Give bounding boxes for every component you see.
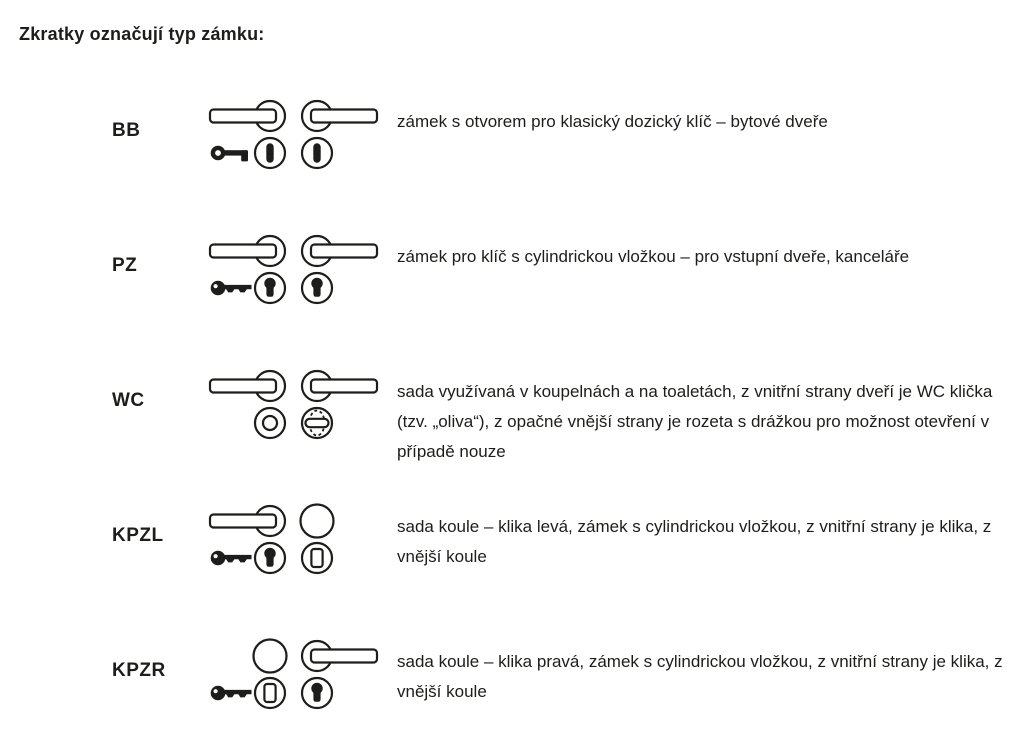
lock-icon-set — [205, 231, 380, 309]
lock-code: KPZR — [112, 660, 166, 681]
handle-lever-right-icon — [302, 101, 377, 131]
rosette-groove-icon — [255, 408, 285, 438]
knob-icon — [301, 505, 334, 538]
lock-description: sada koule – klika levá, zámek s cylindrickou vložkou, z vnitřní strany je klika, z vnější koule — [397, 517, 992, 566]
key-cylinder-icon — [211, 281, 252, 296]
lock-hardware-illustration — [205, 366, 380, 444]
handle-lever-left-icon — [210, 506, 285, 536]
lock-description: zámek s otvorem pro klasický dozický klíč – bytové dveře — [397, 112, 828, 131]
lock-code: BB — [112, 120, 141, 141]
rosette-keyhole-cylinder-icon — [255, 273, 285, 303]
lock-description: sada koule – klika pravá, zámek s cylindrickou vložkou, z vnitřní strany je klika, z vnější koule — [397, 652, 1003, 701]
rosette-wc-knob-icon — [302, 408, 332, 438]
rosette-keyhole-cylinder-icon — [255, 543, 285, 573]
lock-type-row-pz — [0, 227, 1011, 352]
lock-icon-set — [205, 96, 380, 174]
lock-hardware-illustration — [205, 636, 380, 714]
lock-code: WC — [112, 390, 145, 411]
lock-icon-set — [205, 501, 380, 579]
rosette-keyhole-cylinder-icon — [302, 273, 332, 303]
lock-type-row-wc — [0, 362, 1011, 487]
lock-description: zámek pro klíč s cylindrickou vložkou – pro vstupní dveře, kanceláře — [397, 247, 910, 266]
key-cylinder-icon — [211, 686, 252, 701]
lock-type-row-kpzr — [0, 632, 1011, 732]
lock-type-row-bb — [0, 92, 1011, 217]
rosette-thumb-rect-icon — [255, 678, 285, 708]
lock-code: PZ — [112, 255, 138, 276]
handle-lever-left-icon — [210, 371, 285, 401]
key-classic-icon — [211, 146, 248, 162]
rosette-keyhole-cylinder-icon — [302, 678, 332, 708]
handle-lever-right-icon — [302, 236, 377, 266]
lock-hardware-illustration — [205, 96, 380, 174]
knob-icon — [254, 640, 287, 673]
rosette-keyhole-classic-icon — [255, 138, 285, 168]
key-cylinder-icon — [211, 551, 252, 566]
lock-hardware-illustration — [205, 231, 380, 309]
page-title: Zkratky označují typ zámku: — [19, 24, 265, 44]
rosette-keyhole-classic-icon — [302, 138, 332, 168]
handle-lever-left-icon — [210, 236, 285, 266]
lock-description: sada využívaná v koupelnách a na toaletách, z vnitřní strany dveří je WC klička (tzv. „oliva“), z opačné vnější strany je rozeta s drážkou pro možnost otevření v případě nouze — [397, 382, 993, 461]
lock-icon-set — [205, 366, 380, 444]
lock-type-row-kpzl — [0, 497, 1011, 622]
handle-lever-left-icon — [210, 101, 285, 131]
handle-lever-right-icon — [302, 371, 377, 401]
rosette-thumb-rect-icon — [302, 543, 332, 573]
handle-lever-right-icon — [302, 641, 377, 671]
lock-hardware-illustration — [205, 501, 380, 579]
lock-icon-set — [205, 636, 380, 714]
lock-code: KPZL — [112, 525, 164, 546]
